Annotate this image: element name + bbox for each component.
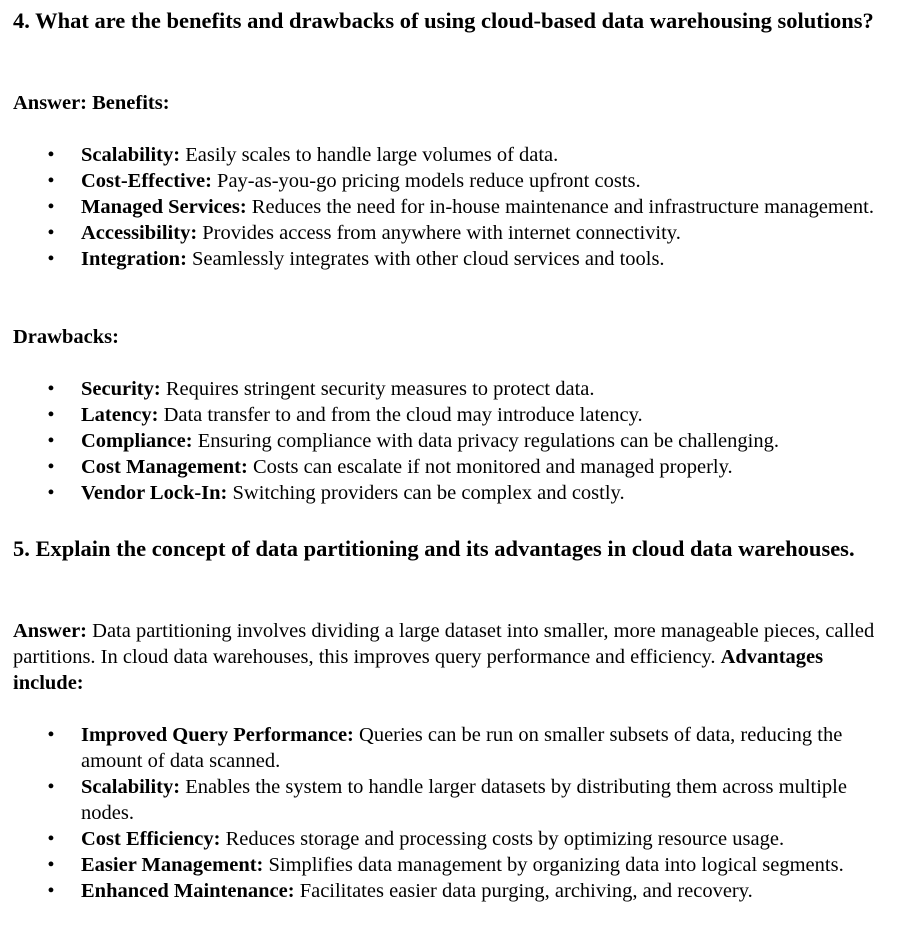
bullet-icon: • bbox=[47, 144, 55, 166]
question-4-heading: 4. What are the benefits and drawbacks of using cloud-based data warehousing solutions? bbox=[13, 8, 874, 33]
list-item: • Security: Requires stringent security measures to protect data. bbox=[0, 376, 880, 402]
list-item: • Easier Management: Simplifies data management by organizing data into logical segments. bbox=[0, 852, 880, 878]
list-item: • Cost Management: Costs can escalate if not monitored and managed properly. bbox=[0, 454, 880, 480]
list-item: • Accessibility: Provides access from anywhere with internet connectivity. bbox=[0, 220, 880, 246]
bullet-icon: • bbox=[47, 404, 55, 426]
advantages-list bbox=[0, 722, 880, 904]
bullet-icon: • bbox=[47, 378, 55, 400]
bullet-icon: • bbox=[47, 482, 55, 504]
list-item: • Cost-Effective: Pay-as-you-go pricing models reduce upfront costs. bbox=[0, 168, 880, 194]
question-4-answer-label: Answer: Benefits: bbox=[13, 92, 170, 114]
list-item: • Compliance: Ensuring compliance with data privacy regulations can be challenging. bbox=[0, 428, 880, 454]
bullet-icon: • bbox=[47, 170, 55, 192]
bullet-icon: • bbox=[47, 430, 55, 452]
bullet-icon: • bbox=[47, 456, 55, 478]
benefits-list bbox=[0, 142, 880, 272]
bullet-icon: • bbox=[47, 724, 55, 746]
bullet-icon: • bbox=[47, 880, 55, 902]
drawbacks-label: Drawbacks: bbox=[13, 326, 119, 348]
list-item: • Cost Efficiency: Reduces storage and processing costs by optimizing resource usage. bbox=[0, 826, 880, 852]
question-5-heading: 5. Explain the concept of data partitioning and its advantages in cloud data warehouses. bbox=[13, 536, 855, 561]
list-item: • Improved Query Performance: Queries can be run on smaller subsets of data, reducing the amount of data scanned. bbox=[0, 722, 880, 774]
list-item: • Vendor Lock-In: Switching providers can be complex and costly. bbox=[0, 480, 880, 506]
bullet-icon: • bbox=[47, 854, 55, 876]
list-item: • Scalability: Enables the system to handle larger datasets by distributing them across multiple nodes. bbox=[0, 774, 880, 826]
list-item: • Scalability: Easily scales to handle large volumes of data. bbox=[0, 142, 880, 168]
list-item: • Integration: Seamlessly integrates with other cloud services and tools. bbox=[0, 246, 880, 272]
bullet-icon: • bbox=[47, 222, 55, 244]
list-item: • Managed Services: Reduces the need for in-house maintenance and infrastructure management. bbox=[0, 194, 880, 220]
drawbacks-list bbox=[0, 376, 880, 506]
bullet-icon: • bbox=[47, 196, 55, 218]
bullet-icon: • bbox=[47, 776, 55, 798]
list-item: • Enhanced Maintenance: Facilitates easier data purging, archiving, and recovery. bbox=[0, 878, 880, 904]
bullet-icon: • bbox=[47, 248, 55, 270]
list-item: • Latency: Data transfer to and from the cloud may introduce latency. bbox=[0, 402, 880, 428]
bullet-icon: • bbox=[47, 828, 55, 850]
question-5-answer: Answer: Data partitioning involves dividing a large dataset into smaller, more manageable pieces, called partitions. In cloud data warehouses, this improves query performance and efficiency. Advantages include: bbox=[13, 620, 875, 694]
